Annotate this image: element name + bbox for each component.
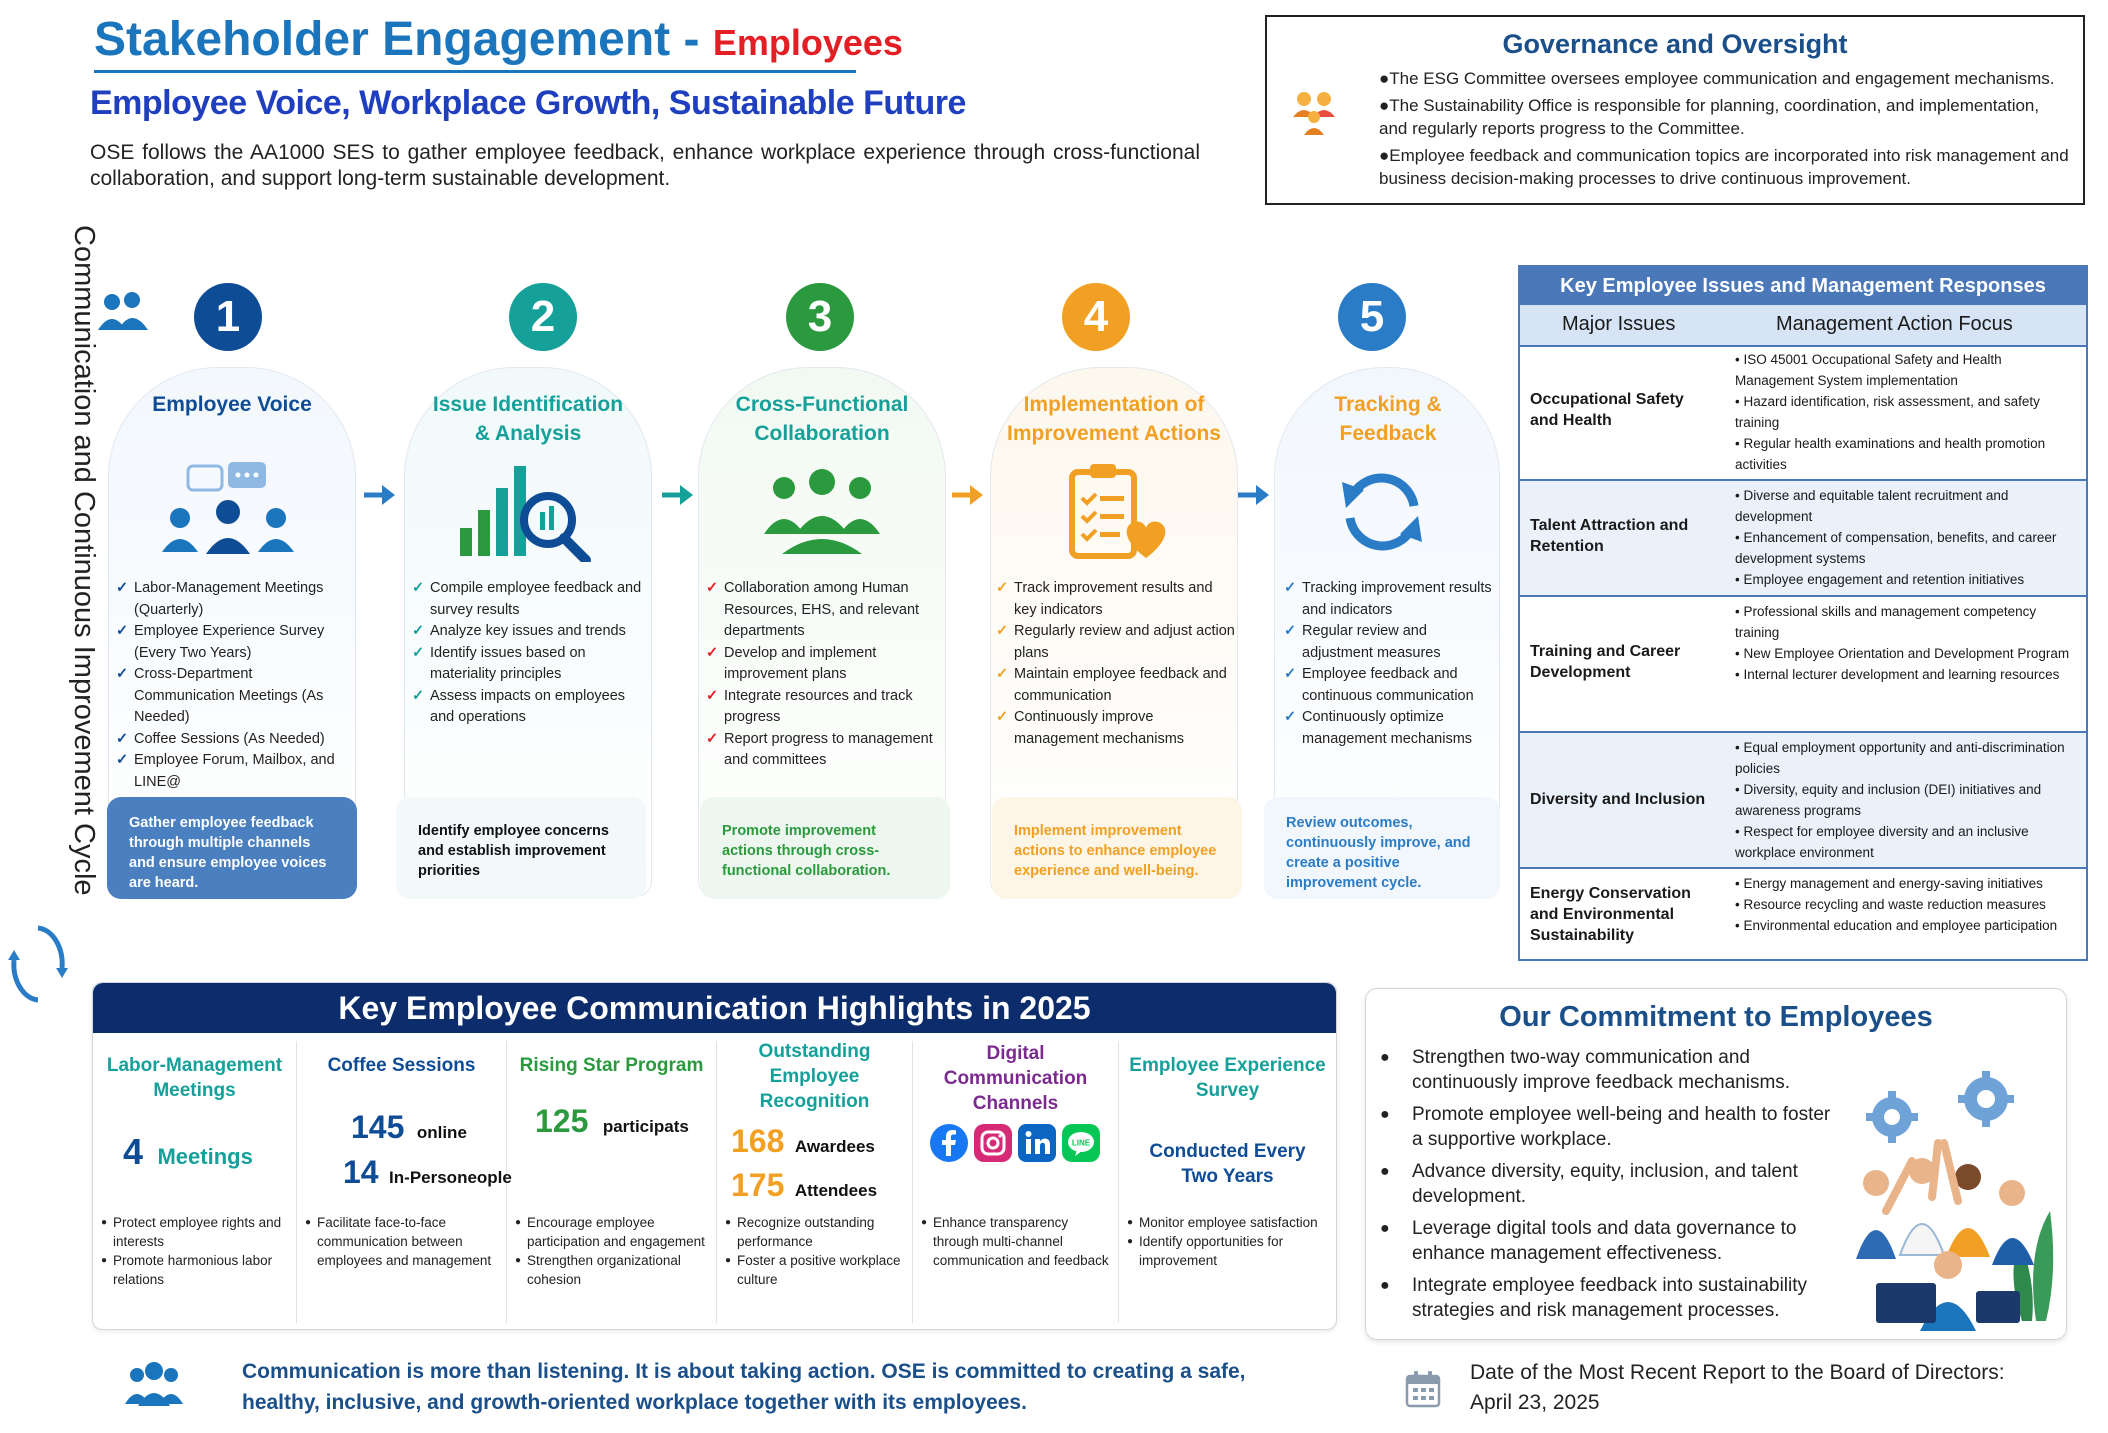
step-number-4: 4 — [1062, 283, 1130, 351]
arrow-right-icon — [362, 483, 396, 507]
gear-icon — [1866, 1091, 1918, 1143]
issue-name: Energy Conservation and Environmental Sustainability — [1530, 885, 1691, 944]
step-list-item: ✓ Tracking improvement results and indicators — [1284, 578, 1498, 621]
highlight-bullets — [921, 1213, 1112, 1270]
action-item: • Resource recycling and waste reduction measures — [1735, 897, 2046, 912]
key-issues-table — [1518, 265, 2088, 961]
commitment-title: Our Commitment to Employees — [1499, 1001, 1933, 1033]
highlight-number: 175 — [731, 1167, 785, 1203]
cycle-arrows-icon — [6, 918, 70, 1010]
highlight-bullets — [725, 1213, 906, 1289]
facebook-icon[interactable] — [929, 1123, 969, 1163]
action-item: • Equal employment opportunity and anti-discrimination policies — [1735, 740, 2065, 776]
action-item: • Diverse and equitable talent recruitment and development — [1735, 488, 2009, 524]
step-title — [1264, 390, 1512, 448]
highlight-value — [351, 1109, 467, 1146]
step-1-summary: Gather employee feedback through multiple channels and ensure employee voices are heard. — [107, 797, 357, 899]
clipboard-heart-icon — [1068, 462, 1172, 562]
tagline: Employee Voice, Workplace Growth, Sustainable Future — [90, 84, 966, 122]
governance-title: Governance and Oversight — [1502, 29, 1848, 59]
commitment-panel — [1365, 988, 2067, 1340]
highlight-coffee-sessions — [297, 1041, 512, 1323]
highlight-title: Rising Star Program — [519, 1055, 704, 1076]
arrow-right-icon — [950, 483, 984, 507]
commitment-list — [1376, 1045, 1836, 1330]
step-list-item: ✓ Track improvement results and key indicators — [996, 578, 1236, 621]
bullet-item: ● Strengthen organizational cohesion — [515, 1251, 710, 1289]
calendar-icon — [1405, 1370, 1441, 1408]
issue-name: Diversity and Inclusion — [1530, 791, 1706, 808]
action-item: • Diversity, equity and inclusion (DEI) initiatives and awareness programs — [1735, 782, 2042, 818]
step-title — [404, 390, 652, 448]
highlight-unit: online — [416, 1123, 467, 1142]
highlight-value — [731, 1167, 877, 1204]
line-app-icon[interactable] — [1061, 1123, 1101, 1163]
step-title-line: Issue Identification — [432, 393, 624, 416]
step-list-item: ✓ Continuously optimize management mechanisms — [1284, 707, 1498, 750]
key-issues-title: Key Employee Issues and Management Responses — [1520, 267, 2086, 305]
highlight-title: Coffee Sessions — [327, 1055, 476, 1076]
step-list-item: ✓ Analyze key issues and trends — [412, 621, 652, 643]
refresh-cycle-icon — [1338, 468, 1426, 556]
svg-text:LINE: LINE — [1071, 1138, 1091, 1148]
page-title — [94, 12, 903, 67]
table-row — [1520, 345, 2086, 481]
highlight-title: Outstanding Employee Recognition — [758, 1041, 871, 1112]
step-list-item: ✓ Maintain employee feedback and communication — [996, 664, 1236, 707]
col-header-action-focus: Management Action Focus — [1776, 313, 2013, 335]
highlight-bullets — [1127, 1213, 1330, 1270]
step-title — [108, 390, 356, 419]
bullet-item: ● Enhance transparency through multi-channel communication and feedback — [921, 1213, 1112, 1270]
action-item: • New Employee Orientation and Development Program — [1735, 646, 2070, 661]
bullet-item: ● Encourage employee participation and engagement — [515, 1213, 710, 1251]
report-date-block — [1470, 1358, 2070, 1418]
highlight-outstanding-recognition — [717, 1041, 913, 1323]
commitment-item: ● Advance diversity, equity, inclusion, and talent development. — [1376, 1159, 1836, 1209]
step-list-item: ✓ Employee Experience Survey (Every Two Years) — [116, 621, 356, 664]
highlight-bullets — [305, 1213, 500, 1270]
step-title-line: Collaboration — [754, 422, 890, 445]
bullet-item: ● Identify opportunities for improvement — [1127, 1232, 1330, 1270]
step-list-item: ✓ Collaboration among Human Resources, EHS, and relevant departments — [706, 578, 946, 643]
issue-name: Occupational Safety and Health — [1530, 391, 1684, 429]
footer-message: Communication is more than listening. It is about taking action. OSE is committed to creating a safe, healthy, inclusive, and growth-oriented workplace together with its employees. — [242, 1360, 1246, 1414]
step-list-item: ✓ Employee feedback and continuous communication — [1284, 664, 1498, 707]
step-list-item: ✓ Integrate resources and track progress — [706, 686, 946, 729]
bullet-item: ● Monitor employee satisfaction — [1127, 1213, 1330, 1232]
action-item: • Energy management and energy-saving initiatives — [1735, 876, 2043, 891]
highlight-value — [535, 1103, 689, 1140]
highlight-rising-star — [507, 1041, 717, 1323]
bullet-item: ● Promote harmonious labor relations — [101, 1251, 290, 1289]
action-item: • Employee engagement and retention initiatives — [1735, 572, 2025, 587]
table-row — [1520, 597, 2086, 733]
highlight-unit: In-Personeople — [389, 1168, 512, 1187]
action-item: • Hazard identification, risk assessment, and safety training — [1735, 394, 2040, 430]
issue-actions — [1735, 601, 2080, 685]
highlight-experience-survey — [1119, 1041, 1336, 1323]
step-title-line: Cross-Functional — [735, 393, 909, 416]
highlight-number: 4 — [123, 1131, 144, 1172]
commitment-item: ● Leverage digital tools and data governance to enhance management effectiveness. — [1376, 1216, 1836, 1266]
step-title — [698, 390, 946, 448]
governance-item: ●Employee feedback and communication topics are incorporated into risk management and business decision-making processes to drive continuous improvement. — [1379, 146, 2069, 188]
step-4-list — [996, 578, 1236, 750]
step-title — [990, 390, 1238, 448]
key-issues-header-row — [1520, 305, 2086, 347]
action-item: • Environmental education and employee participation — [1735, 918, 2058, 933]
people-group-icon — [123, 1362, 185, 1408]
page-title-main: Stakeholder Engagement - — [94, 13, 700, 66]
highlight-unit: participats — [602, 1117, 689, 1136]
step-number-5: 5 — [1338, 283, 1406, 351]
action-item: • Professional skills and management competency training — [1735, 604, 2037, 640]
step-list-item: ✓ Cross-Department Communication Meetings (As Needed) — [116, 664, 356, 729]
highlight-bullets — [515, 1213, 710, 1289]
step-3-summary: Promote improvement actions through cross-functional collaboration. — [700, 797, 950, 899]
step-2-summary: Identify employee concerns and establish improvement priorities — [396, 797, 646, 899]
step-title-line: Employee Voice — [152, 393, 312, 416]
highlight-note: Conducted Every Two Years — [1149, 1141, 1306, 1187]
issue-actions — [1735, 349, 2080, 475]
step-title-line: Implementation of — [1023, 393, 1205, 416]
people-chat-icon — [158, 460, 308, 560]
governance-item: ●The ESG Committee oversees employee communication and engagement mechanisms. — [1379, 69, 2055, 88]
governance-list — [1379, 67, 2069, 194]
arrow-right-icon — [660, 483, 694, 507]
highlight-value — [123, 1131, 253, 1173]
step-list-item: ✓ Coffee Sessions (As Needed) — [116, 729, 356, 751]
arrow-right-icon — [1236, 483, 1270, 507]
cycle-label-text: Communication and Continuous Improvement Cycle — [68, 225, 100, 896]
page-title-sub: Employees — [712, 22, 903, 63]
step-list-item: ✓ Continuously improve management mechanisms — [996, 707, 1236, 750]
highlight-title: Employee Experience Survey — [1129, 1055, 1326, 1101]
step-list-item: ✓ Regular review and adjustment measures — [1284, 621, 1498, 664]
step-number-1: 1 — [194, 283, 262, 351]
team-celebration-illustration — [1836, 1051, 2060, 1333]
chart-magnifier-icon — [456, 462, 596, 562]
step-list-item: ✓ Assess impacts on employees and operations — [412, 686, 652, 729]
people-group-icon — [96, 290, 150, 334]
report-date-value: April 23, 2025 — [1470, 1391, 1600, 1414]
step-title-line: Feedback — [1339, 422, 1437, 445]
instagram-icon[interactable] — [973, 1123, 1013, 1163]
action-item: • ISO 45001 Occupational Safety and Health Management System implementation — [1735, 352, 2002, 388]
action-item: • Regular health examinations and health promotion activities — [1735, 436, 2046, 472]
highlight-digital-channels — [913, 1041, 1119, 1323]
highlight-number: 125 — [535, 1103, 589, 1139]
issue-actions — [1735, 737, 2080, 863]
report-date-label: Date of the Most Recent Report to the Board of Directors: — [1470, 1361, 2005, 1384]
issue-name: Training and Career Development — [1530, 643, 1681, 681]
step-title-line: Tracking & — [1334, 393, 1442, 416]
col-header-major-issues: Major Issues — [1562, 313, 1676, 335]
governance-item: ●The Sustainability Office is responsible for planning, coordination, and implementation, and regularly reports progress to the Committee. — [1379, 96, 2040, 138]
highlights-title: Key Employee Communication Highlights in 2025 — [93, 983, 1336, 1033]
highlight-labor-management — [93, 1041, 297, 1323]
highlight-number: 145 — [351, 1109, 405, 1145]
table-row — [1520, 733, 2086, 869]
action-item: • Internal lecturer development and learning resources — [1735, 667, 2060, 682]
action-item: • Enhancement of compensation, benefits, and career development systems — [1735, 530, 2057, 566]
linkedin-icon[interactable] — [1017, 1123, 1057, 1163]
step-3-list — [706, 578, 946, 772]
issue-actions — [1735, 873, 2080, 936]
highlight-value — [731, 1123, 875, 1160]
gear-icon — [1958, 1071, 2014, 1127]
step-5-summary: Review outcomes, continuously improve, and create a positive improvement cycle. — [1264, 797, 1500, 899]
governance-box — [1265, 15, 2085, 205]
issue-name: Talent Attraction and Retention — [1530, 517, 1689, 555]
intro-paragraph: OSE follows the AA1000 SES to gather employee feedback, enhance workplace experience through cross-functional collaboration, and support long-term sustainable development. — [90, 141, 1200, 190]
highlight-unit: Attendees — [794, 1181, 878, 1200]
step-2-list — [412, 578, 652, 729]
bullet-item: ● Facilitate face-to-face communication between employees and management — [305, 1213, 500, 1270]
title-underline — [94, 70, 856, 73]
issue-actions — [1735, 485, 2080, 590]
step-list-item: ✓ Develop and implement improvement plans — [706, 643, 946, 686]
step-number-2: 2 — [509, 283, 577, 351]
commitment-item: ● Promote employee well-being and health to foster a supportive workplace. — [1376, 1102, 1836, 1152]
step-list-item: ✓ Compile employee feedback and survey results — [412, 578, 652, 621]
step-list-item: ✓ Labor-Management Meetings (Quarterly) — [116, 578, 356, 621]
bullet-item: ● Recognize outstanding performance — [725, 1213, 906, 1251]
step-list-item: ✓ Employee Forum, Mailbox, and LINE@ — [116, 750, 356, 793]
highlight-title: Labor-Management Meetings — [106, 1055, 283, 1101]
commitment-item: ● Integrate employee feedback into sustainability strategies and risk management processes. — [1376, 1273, 1836, 1323]
highlight-value — [343, 1154, 512, 1191]
social-icons — [929, 1123, 1109, 1167]
highlight-bullets — [101, 1213, 290, 1289]
bullet-item: ● Protect employee rights and interests — [101, 1213, 290, 1251]
step-number-3: 3 — [786, 283, 854, 351]
table-row — [1520, 481, 2086, 597]
step-title-line: & Analysis — [474, 422, 582, 445]
commitment-item: ● Strengthen two-way communication and continuously improve feedback mechanisms. — [1376, 1045, 1836, 1095]
step-list-item: ✓ Report progress to management and committees — [706, 729, 946, 772]
step-4-summary: Implement improvement actions to enhance employee experience and well-being. — [992, 797, 1242, 899]
step-1-list — [116, 578, 356, 793]
family-icon — [1289, 87, 1339, 137]
team-icon — [762, 468, 882, 556]
highlight-title: Digital Communication Channels — [943, 1043, 1088, 1114]
step-5-list — [1284, 578, 1498, 750]
cycle-vertical-label — [56, 225, 100, 1015]
step-list-item: ✓ Regularly review and adjust action plans — [996, 621, 1236, 664]
step-title-line: Improvement Actions — [1007, 422, 1221, 445]
highlight-number: 14 — [343, 1154, 379, 1190]
highlight-unit: Awardees — [794, 1137, 875, 1156]
bullet-item: ● Foster a positive workplace culture — [725, 1251, 906, 1289]
step-list-item: ✓ Identify issues based on materiality principles — [412, 643, 652, 686]
table-row — [1520, 869, 2086, 959]
highlight-number: 168 — [731, 1123, 785, 1159]
highlights-panel — [92, 982, 1337, 1330]
highlight-unit: Meetings — [157, 1144, 253, 1169]
action-item: • Respect for employee diversity and an inclusive workplace environment — [1735, 824, 2029, 860]
